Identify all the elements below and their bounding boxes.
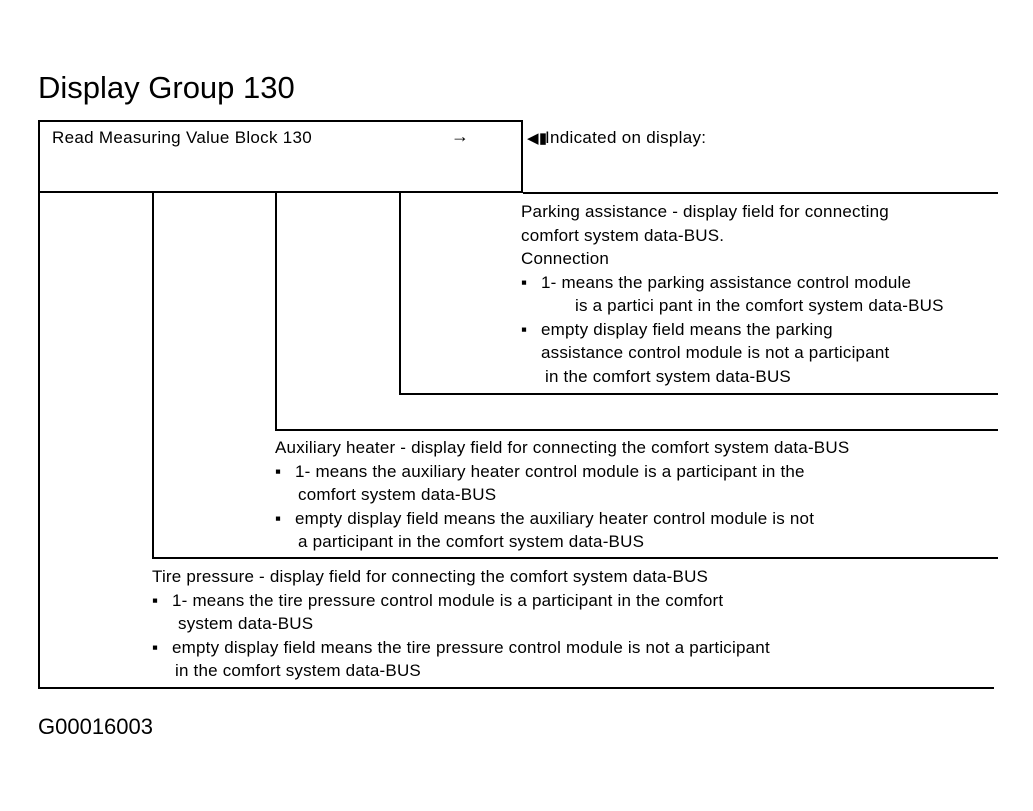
- tire-bullet-1-text: 1- means the tire pressure control module is a participant in the comfort: [172, 590, 724, 610]
- aux-bullet-1-text: 1- means the auxiliary heater control module is a participant in the: [295, 461, 805, 481]
- tire-pressure-description: [152, 565, 770, 683]
- bullet-icon: ▪: [275, 508, 282, 528]
- parking-bullet-2-text: empty display field means the parking: [541, 319, 833, 339]
- header-rule: [523, 192, 998, 194]
- parking-line-1: Parking assistance - display field for connecting: [521, 202, 889, 221]
- outer-left-line: [38, 193, 40, 689]
- parking-bullet-1: [521, 271, 944, 295]
- page-title: Display Group 130: [38, 70, 295, 105]
- parking-bullet-2-cont2: in the comfort system data-BUS: [545, 366, 791, 386]
- aux-bullet-2: [275, 507, 849, 531]
- parking-field-rule: [399, 393, 998, 395]
- aux-bullet-2-cont: a participant in the comfort system data-BUS: [298, 532, 645, 551]
- figure-id: G00016003: [38, 714, 153, 739]
- bullet-icon: ▪: [275, 461, 282, 481]
- bottom-rule: [38, 687, 994, 689]
- tire-bullet-2-cont: in the comfort system data-BUS: [175, 661, 421, 680]
- parking-line-2: comfort system data-BUS.: [521, 225, 725, 245]
- aux-bullet-1: [275, 460, 849, 484]
- tire-line-1: Tire pressure - display field for connecting the comfort system data-BUS: [152, 567, 709, 586]
- tire-bullet-2-text: empty display field means the tire pressure control module is not a participant: [172, 637, 770, 657]
- parking-connector-line: [399, 193, 401, 395]
- measuring-block-label: Read Measuring Value Block 130: [52, 128, 313, 147]
- aux-bullet-2-text: empty display field means the auxiliary heater control module is not: [295, 508, 815, 528]
- tire-bullet-1-cont: system data-BUS: [178, 614, 314, 633]
- parking-bullet-2: [521, 318, 944, 342]
- auxiliary-heater-description: [275, 436, 849, 554]
- parking-assistance-description: [521, 200, 944, 388]
- bullet-icon: ▪: [521, 272, 528, 292]
- indicated-on-display: [527, 128, 706, 148]
- aux-bullet-1-cont: comfort system data-BUS: [298, 485, 497, 504]
- arrow-right-icon: →: [451, 126, 469, 146]
- display-pointer-icon: ◀▮: [527, 130, 548, 147]
- tire-bullet-1: [152, 589, 770, 613]
- indicated-label: Indicated on display:: [545, 128, 707, 147]
- measuring-block-box: [38, 120, 523, 193]
- aux-connector-line: [275, 193, 277, 431]
- parking-bullet-1-text: 1- means the parking assistance control module: [541, 272, 912, 292]
- tire-field-rule: [152, 557, 998, 559]
- parking-bullet-2-cont: assistance control module is not a participant: [541, 343, 890, 362]
- aux-field-rule: [275, 429, 998, 431]
- parking-bullet-1-cont: is a partici pant in the comfort system data-BUS: [575, 296, 944, 315]
- aux-line-1: Auxiliary heater - display field for connecting the comfort system data-BUS: [275, 438, 850, 457]
- bullet-icon: ▪: [521, 319, 528, 339]
- tire-connector-line: [152, 193, 154, 559]
- bullet-icon: ▪: [152, 590, 159, 610]
- bullet-icon: ▪: [152, 637, 159, 657]
- tire-bullet-2: [152, 636, 770, 660]
- parking-line-3: Connection: [521, 249, 610, 268]
